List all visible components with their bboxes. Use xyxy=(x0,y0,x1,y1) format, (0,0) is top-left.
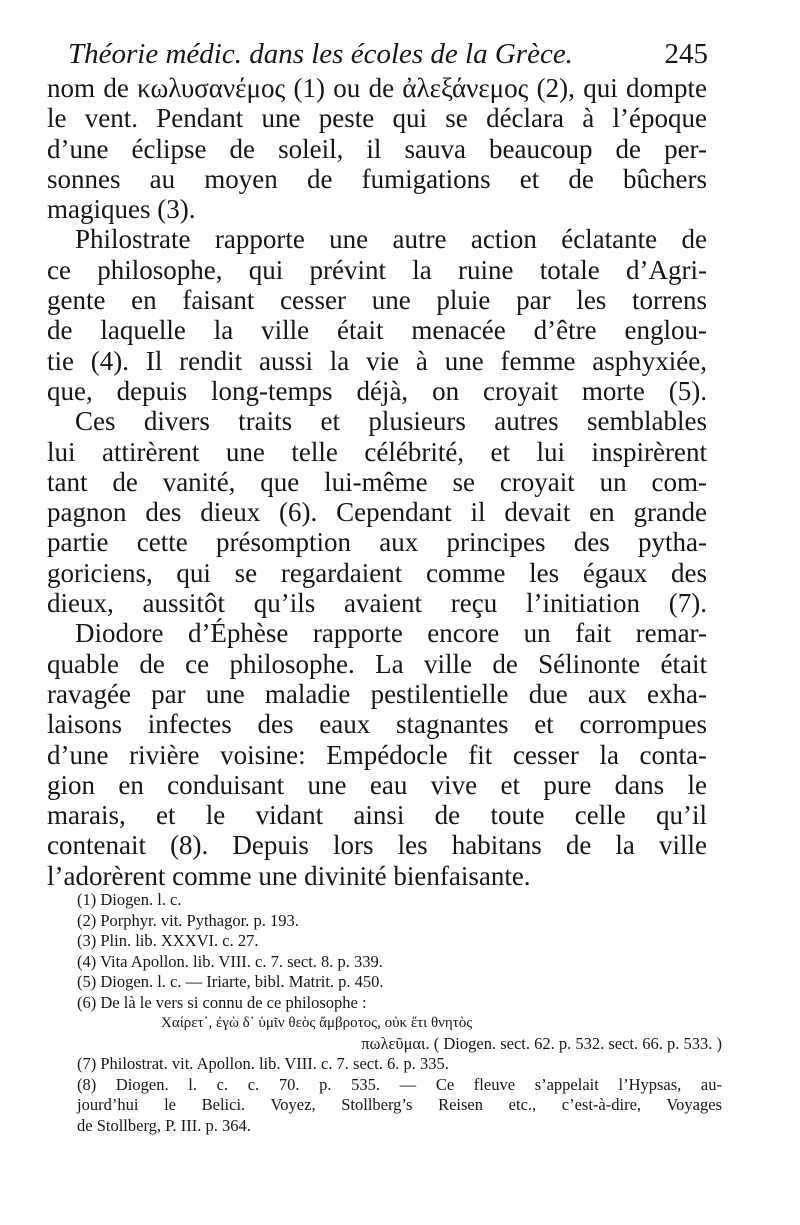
body-line: sonnes au moyen de fumigations et de bûchers xyxy=(47,163,707,194)
running-title: Théorie médic. dans les écoles de la Grèce. xyxy=(68,38,573,70)
body-line: partie cette présomption aux principes des pytha- xyxy=(47,527,707,558)
footnote-line: (1) Diogen. l. c. xyxy=(77,890,182,909)
body-line: tant de vanité, que lui-même se croyait un com- xyxy=(47,466,707,497)
body-line: nom de κωλυσανέμος (1) ou de ἀλεξάνεμος (2), qui dompte xyxy=(47,73,707,103)
body-line: magiques (3). xyxy=(47,194,196,225)
footnote-line: (8) Diogen. l. c. c. 70. p. 535. — Ce fleuve s’appelait l’Hypsas, au- xyxy=(77,1074,722,1094)
body-line: lui attirèrent une telle célébrité, et lui inspirèrent xyxy=(47,436,707,467)
body-line: Philostrate rapporte une autre action éclatante de xyxy=(75,224,707,255)
footnote-greek-verse: Χαίρετ᾽, ἐγὼ δ᾽ ὑμῖν θεὸς ἄμβροτος, οὐκ ἔτι θνητὸς xyxy=(161,1015,473,1031)
body-line: quable de ce philosophe. La ville de Sélinonte était xyxy=(47,648,707,679)
body-line: d’une rivière voisine: Empédocle fit cesser la conta- xyxy=(47,739,707,770)
footnote-line: (4) Vita Apollon. lib. VIII. c. 7. sect. 8. p. 339. xyxy=(77,951,383,971)
footnote-line: (6) De là le vers si connu de ce philosophe : xyxy=(77,992,367,1012)
body-text xyxy=(47,73,707,891)
body-line: laisons infectes des eaux stagnantes et corrompues xyxy=(47,709,707,740)
footnote-line: (2) Porphyr. vit. Pythagor. p. 193. xyxy=(77,910,299,930)
body-line: Diodore d’Éphèse rapporte encore un fait remar- xyxy=(75,618,707,649)
footnote-line: (7) Philostrat. vit. Apollon. lib. VIII. c. 7. sect. 6. p. 335. xyxy=(77,1054,449,1073)
footnote-line: (5) Diogen. l. c. — Iriarte, bibl. Matrit. p. 450. xyxy=(77,972,384,991)
footnote-line: de Stollberg, P. III. p. 364. xyxy=(77,1115,251,1135)
footnote-line: (3) Plin. lib. XXXVI. c. 27. xyxy=(77,931,259,950)
body-line: de laquelle la ville était menacée d’être englou- xyxy=(47,315,707,346)
body-line: d’une éclipse de soleil, il sauva beaucoup de per- xyxy=(47,133,707,164)
body-line: ce philosophe, qui prévint la ruine totale d’Agri- xyxy=(47,254,707,285)
body-line: tie (4). Il rendit aussi la vie à une femme asphyxiée, xyxy=(47,345,707,376)
running-head xyxy=(68,38,708,74)
body-line: l’adorèrent comme une divinité bienfaisante. xyxy=(47,860,531,891)
body-line: gente en faisant cesser une pluie par les torrens xyxy=(47,285,707,316)
footnotes xyxy=(77,890,722,1136)
body-line: dieux, aussitôt qu’ils avaient reçu l’initiation (7). xyxy=(47,588,707,619)
body-line: goriciens, qui se regardaient comme les égaux des xyxy=(47,557,707,588)
page-number: 245 xyxy=(664,38,708,70)
body-line: que, depuis long-temps déjà, on croyait morte (5). xyxy=(47,375,707,406)
body-line: gion en conduisant une eau vive et pure dans le xyxy=(47,769,707,800)
body-line: pagnon des dieux (6). Cependant il devait en grande xyxy=(47,497,707,528)
body-line: marais, et le vidant ainsi de toute celle qu’il xyxy=(47,800,707,831)
footnote-line: πωλεῦμαι. ( Diogen. sect. 62. p. 532. sect. 66. p. 533. ) xyxy=(361,1033,722,1053)
body-line: le vent. Pendant une peste qui se déclara à l’époque xyxy=(47,103,707,134)
body-line: contenait (8). Depuis lors les habitans de la ville xyxy=(47,830,707,861)
body-line: Ces divers traits et plusieurs autres semblables xyxy=(75,406,707,437)
body-line: ravagée par une maladie pestilentielle due aux exha- xyxy=(47,678,707,709)
footnote-line: jourd’hui le Belici. Voyez, Stollberg’s Reisen etc., c’est-à-dire, Voyages xyxy=(77,1095,722,1114)
